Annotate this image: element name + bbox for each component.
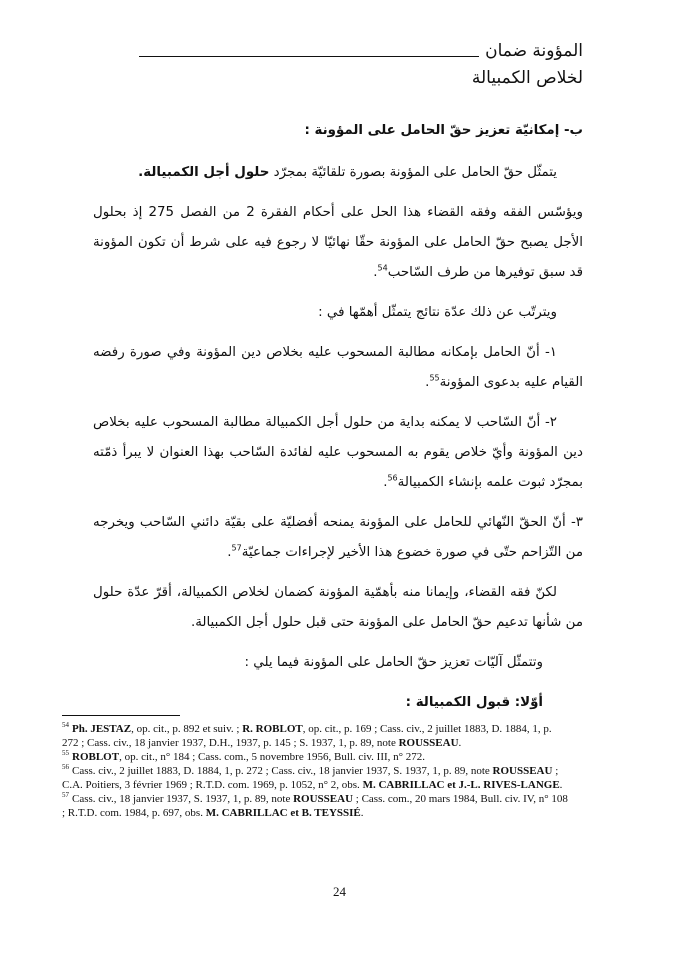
footnote bbox=[62, 792, 570, 820]
footnote-ref-57: 57 bbox=[231, 543, 242, 553]
list-item-2: ٢- أنّ السّاحب لا يمكنه بداية من حلول أجل الكمبيالة مطالبة المسحوب عليه بخلاص دين المؤونة وأيّ خلاص يقوم به المسحوب عليه لفائدة السّاحب بهذا العنوان لا يبرأ ذمّته بمجرّد ثبوت علمه بإنشاء الكمبيالة$^{56}$. bbox=[93, 415, 583, 490]
footnote-number: 56 bbox=[62, 763, 69, 772]
header-line-1 bbox=[103, 40, 583, 62]
footnote bbox=[62, 764, 570, 792]
footnote-author: ROUSSEAU bbox=[293, 793, 354, 805]
footnote-ref-54: 54 bbox=[377, 263, 388, 273]
subheading bbox=[93, 688, 583, 718]
footnote-author: M. CABRILLAC et J.-L. RIVES-LANGE bbox=[362, 779, 560, 791]
footnote-text: ; Cass. com., 20 mars 1984, Bull. civ. IV, n° 108 ; R.T.D. com. 1984, p. 697, obs. bbox=[62, 793, 568, 819]
footnote bbox=[62, 722, 570, 750]
paragraph-4: لكنّ فقه القضاء، وإيمانا منه بأهمّية المؤونة كضمان لخلاص الكمبيالة، أقرّ عدّة حلول من شأنها تدعيم حقّ الحامل على المؤونة حتى قبل حلول أجل الكمبيالة. bbox=[93, 585, 583, 630]
footnote-separator bbox=[62, 715, 180, 716]
header-rule bbox=[139, 46, 479, 57]
footnote-text: Cass. civ., 2 juillet 1883, D. 1884, 1, p. 272 ; Cass. civ., 18 janvier 1937, S. 1937, 1, p. 89, note bbox=[72, 765, 493, 777]
header-subtitle: لخلاص الكمبيالة bbox=[471, 68, 583, 88]
list-item-1-text: ١- أنّ الحامل بإمكانه مطالبة المسحوب عليه بخلاص دين المؤونة وفي صورة رفضه القيام عليه بدعوى المؤونة bbox=[93, 345, 583, 390]
paragraph-1 bbox=[93, 158, 583, 188]
footnote-number: 54 bbox=[62, 721, 69, 730]
footnote-text: , op. cit., p. 892 et suiv. ; bbox=[131, 723, 243, 735]
header-title: المؤونة ضمان bbox=[485, 41, 583, 61]
footnote-ref-55: 55 bbox=[429, 373, 440, 383]
footnote-text: , op. cit., p. 169 ; Cass. civ., 2 juillet 1883, D. 1884, 1, p. 272 ; Cass. civ., 18 janvier 1937, D.H., 1937, p. 145 ; S. 1937, 1, p. 89, note bbox=[62, 723, 552, 749]
footnote bbox=[62, 750, 570, 764]
list-item-1: ١- أنّ الحامل بإمكانه مطالبة المسحوب عليه بخلاص دين المؤونة وفي صورة رفضه القيام عليه بدعوى المؤونة$^{55}$. bbox=[93, 345, 583, 390]
footnote-author: M. CABRILLAC et B. TEYSSIÉ bbox=[205, 807, 361, 819]
footnote-number: 57 bbox=[62, 791, 69, 800]
footnote-text: . bbox=[458, 737, 462, 749]
list-item-3: ٣- أنّ الحقّ النّهائي للحامل على المؤونة يمنحه أفضليّة على بقيّة دائني السّاحب ويخرجه من التّزاحم حتّى في صورة خضوع هذا الأخير لإجراءات جماعيّة$^{57}$. bbox=[93, 515, 583, 560]
footnote-text: . bbox=[360, 807, 364, 819]
footnote-author: R. ROBLOT bbox=[242, 723, 303, 735]
footnote-author: Ph. JESTAZ bbox=[72, 723, 132, 735]
footnotes bbox=[62, 722, 570, 820]
paragraph-2-text: ويؤسّس الفقه وفقه القضاء هذا الحل على أحكام الفقرة 2 من الفصل 275 إذ بحلول الأجل يصبح حقّ الحامل على المؤونة حقّا نهائيّا لا رجوع فيه على شرط أن تكون المؤونة قد سبق توفيرها من طرف السّاحب bbox=[93, 205, 584, 280]
footnote-text: . bbox=[559, 779, 563, 791]
paragraph-5: وتتمثّل آليّات تعزيز حقّ الحامل على المؤونة فيما يلي : bbox=[244, 655, 543, 670]
footnote-number: 55 bbox=[62, 749, 69, 758]
page-number: 24 bbox=[333, 884, 346, 899]
footnote-text: ; C.A. Poitiers, 3 février 1969 ; R.T.D. com. 1969, p. 1052, n° 2, obs. bbox=[62, 765, 559, 791]
footnote-text: , op. cit., n° 184 ; Cass. com., 5 novembre 1956, Bull. civ. III, n° 272. bbox=[119, 751, 426, 763]
footnote-ref-56: 56 bbox=[387, 473, 398, 483]
footnote-author: ROBLOT bbox=[72, 751, 120, 763]
paragraph-1-bold: حلول أجل الكمبيالة. bbox=[138, 165, 270, 180]
footnote-author: ROUSSEAU bbox=[492, 765, 553, 777]
footnote-author: ROUSSEAU bbox=[398, 737, 459, 749]
main-text bbox=[93, 116, 583, 728]
list-item-2-text: ٢- أنّ السّاحب لا يمكنه بداية من حلول أجل الكمبيالة مطالبة المسحوب عليه بخلاص دين المؤونة وأيّ خلاص يقوم به المسحوب عليه لفائدة السّاحب بهذا العنوان لا يبرأ ذمّته بمجرّد ثبوت علمه بإنشاء الكمبيالة bbox=[93, 415, 583, 490]
paragraph-1-text: يتمثّل حقّ الحامل على المؤونة بصورة تلقائيّة بمجرّد bbox=[269, 165, 557, 180]
paragraph-2: ويؤسّس الفقه وفقه القضاء هذا الحل على أحكام الفقرة 2 من الفصل 275 إذ بحلول الأجل يصبح حقّ الحامل على المؤونة حقّا نهائيّا لا رجوع فيه على شرط أن تكون المؤونة قد سبق توفيرها من طرف السّاحب$^{54}$. bbox=[93, 205, 584, 280]
footnote-text: Cass. civ., 18 janvier 1937, S. 1937, 1, p. 89, note bbox=[72, 793, 294, 805]
running-header bbox=[103, 40, 583, 90]
paragraph-3: ويترتّب عن ذلك عدّة نتائج يتمثّل أهمّها في : bbox=[318, 305, 557, 320]
list-item-3-text: ٣- أنّ الحقّ النّهائي للحامل على المؤونة يمنحه أفضليّة على بقيّة دائني السّاحب ويخرجه من التّزاحم حتّى في صورة خضوع هذا الأخير لإجراءات جماعيّة bbox=[93, 515, 583, 560]
section-title: ب- إمكانيّة تعزيز حقّ الحامل على المؤونة : bbox=[304, 123, 583, 138]
subheading-text: أوّلا: قبول الكمبيالة : bbox=[405, 695, 543, 710]
